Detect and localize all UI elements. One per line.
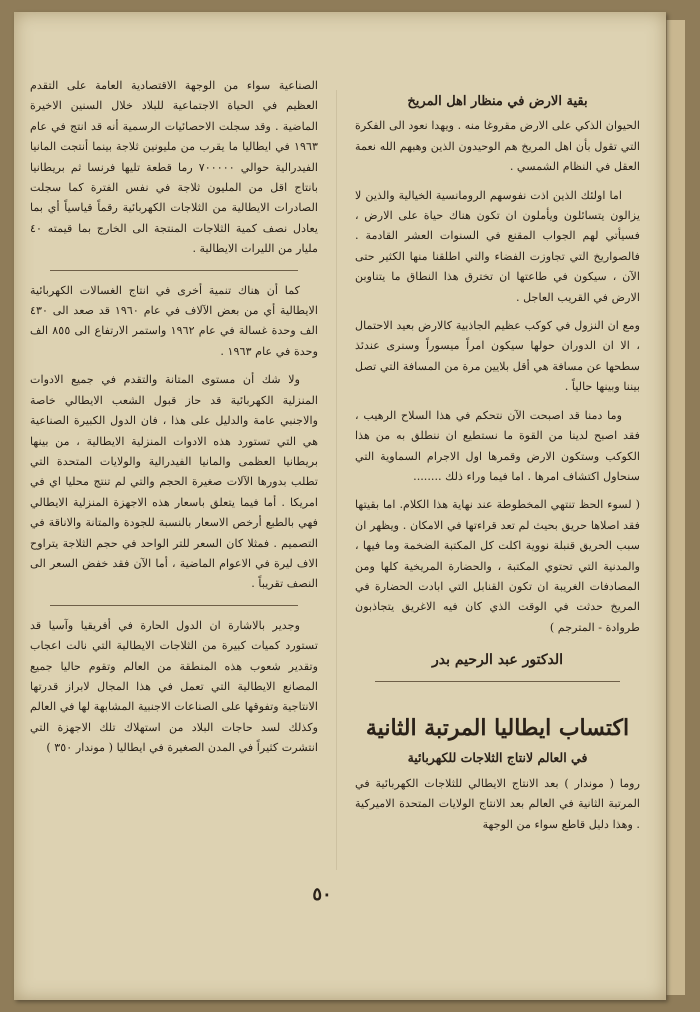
paragraph: اما اولئك الذين اذت نفوسهم الرومانسية الخيالية والذين لا يزالون يتسائلون ويأملون ان تكون هناك حياة على الارض ، فسيأتي لهم الجواب المقنع في السنوات العشر القادمة . فالصواريخ التي تجاوزت الفضاء والتي اطلقنا منها الكثير حتى الآن ، سيكون في طاعتها ان تخترق هذا النطاق ما يتناوبن الارض في القريب العاجل . — [355, 188, 640, 304]
separator — [50, 605, 298, 606]
paragraph: وما دمنا قد اصبحت الآن نتحكم في هذا السلاح الرهيب ، فقد اصبح لدينا من القوة ما نستطيع ان ننطلق به من هذا الكوكب وستكون الارض وقمرها اول الاجرام السماوية التي سنحاول اكتشاف امرها . اما فيما وراء ذلك ........ — [355, 408, 640, 483]
paragraph: كما أن هناك تنمية أخرى في انتاج الغسالات الكهربائية الايطالية أي من بعض الآلاف في عام ١٩٦٠ قد صعد الى ٤٣٠ الف وحدة غسالة في عام ١٩٦٢ واستمر الارتفاع الى ٨٥٥ الف وحدة في عام ١٩٦٣ . — [30, 283, 319, 358]
column-gutter — [336, 90, 337, 870]
left-column — [30, 76, 318, 767]
article-subtitle: في العالم لانتاج الثلاجات للكهربائية — [407, 749, 588, 765]
separator — [375, 681, 620, 682]
right-column — [355, 92, 640, 843]
paragraph: ولا شك أن مستوى المتانة والتقدم في جميع الادوات المنزلية الكهربائية قد حاز قبول الشعب الايطالي خاصة والاجنبي عامة والدليل على هذا ، فان الدول الكبيرة الصناعية هي التي تستورد هذه الادوات المنزلية الايطالية ، من بينها بريطانيا العظمى والمانيا الفيدرالية والولايات المتحدة التي تطلب بدورها الآلات صغيرة الحجم والتي لم تنتج محليا اي في امريكا . أما فيما يتعلق باسعار هذه الاجهزة المنزلية الايطالي فهي بالطبع أرخص الاسعار بالنسبة للجودة والمتانة والاناقة في التصميم . فمثلا كان السعر للتر الواحد في حجم الثلاجة يتراوح الاف ليرة في الاعوام الماضية ، أما الآن فقد خفض السعر الى النصف تقريباً . — [30, 373, 318, 591]
article-title: اكتساب ايطاليا المرتبة الثانية — [365, 714, 630, 741]
paragraph: وجدير بالاشارة ان الدول الحارة في أفريقيا وآسيا قد تستورد كميات كبيرة من الثلاجات الايطالية التي نالت اعجاب وتقدير شعوب هذه المنطقة من العالم وتقوم حاليا جميع المصانع الايطالية التي تعمل في هذا المجال لابراز قدرتها الانتاجية وتفوقها على الصناعات الاجنبية المشابهة لها في العالم وكذلك لسد حاجات البلاد من استهلاك تلك الاجهزة التي انتشرت كثيراً في المدن الصغيرة في ايطاليا ( موندار ٣٥٠ ) — [30, 618, 318, 755]
article-lead: روما ( موندار ) بعد الانتاج الايطالي للثلاجات الكهربائية في المرتبة الثانية في العالم بعد الانتاج الولايات المتحدة الاميركية . وهذا دليل قاطع سواء من الوجهة — [355, 776, 640, 831]
separator — [50, 270, 298, 271]
page-edge — [666, 20, 685, 995]
paragraph: الصناعية سواء من الوجهة الاقتصادية العامة على التقدم العظيم في الحياة الاجتماعية للبلاد خلال السنين الاخيرة الماضية . وقد سجلت الاحصائيات الرسمية أنه قد انتج في عام ١٩٦٣ في ايطاليا ما يقرب من مليونين ثلاجة بينما أنتجت المانيا الفيدرالية حوالي ٧٠٠٠٠٠ رما قطعة تليها فرنسا ثم بريطانيا بانتاج اقل من المليون ثلاجة في نفس الفترة كما سجلت الصادرات الايطالية من الثلاجات الكهربائية رقماً قياسياً أي بما يعادل نصف كمية الثلاجات المنتجة الى الخارج بما قيمته ٤٠ مليار من الليرات الايطالية . — [30, 79, 318, 256]
paragraph: الحيوان الذكي على الارض مقروغا منه . ويهدا نعود الى الفكرة التي تقول بأن اهل المريخ هم الوحيدون الذين وهبهم الله نعمة العقل في النظام الشمسي . — [355, 119, 640, 174]
article-continuation-heading: بقية الارض في منظار اهل المريخ — [407, 94, 588, 109]
page-number: ٥٠ — [312, 884, 332, 905]
translator-note: ( لسوء الحظ تنتهي المخطوطة عند نهاية هذا الكلام. اما بقيتها فقد اصلاها حريق بحيث لم تعد قراءتها في الامكان . ويظهر ان سبب الحريق قنبلة نووية اكلت كل المكتبة الضخمة وما فيها ، والمدنية التي تحتوي المكتبة ، والحضارة المريخية كلها ومن المصادفات الغريبة ان تكون القنابل التي ابادت الحضارة في المريخ حدثت في الوقت الذي كان فيه الاغريق يتجاذبون طروادة - المترجم ) — [355, 498, 640, 634]
author-signature: الدكتور عبد الرحيم بدر — [431, 652, 564, 669]
paragraph: ومع ان النزول في كوكب عظيم الجاذبية كالارض بعيد الاحتمال ، الا ان الدوران حولها سيكون امراً ميسوراً وسنرى عندئذ سطحها عن مسافة هي أقل بلايين مرة من المسافة التي تصل بيننا وبينها حالياً . — [355, 319, 640, 394]
